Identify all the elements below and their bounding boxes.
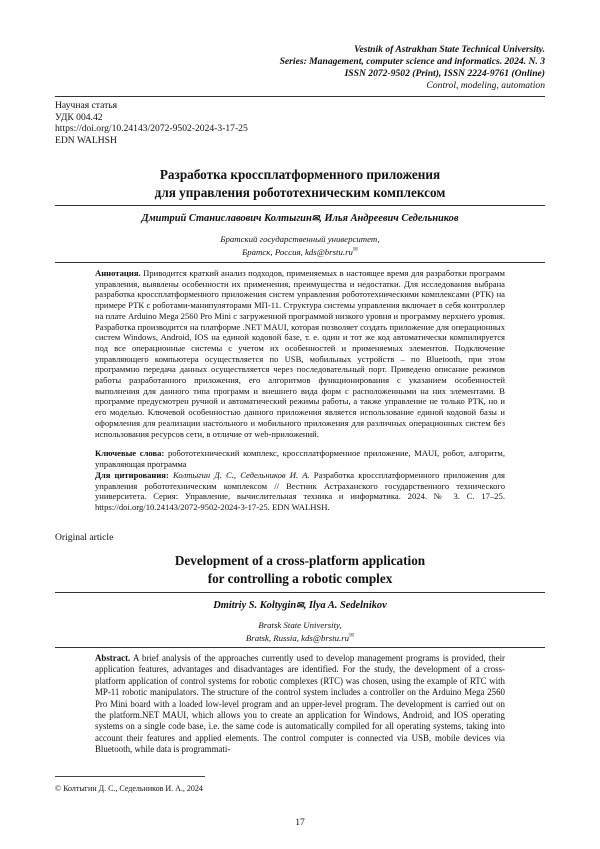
journal-series: Series: Management, computer science and informatics. 2024. N. 3 — [279, 56, 545, 67]
journal-header — [85, 44, 545, 92]
envelope-icon: ✉ — [311, 213, 320, 223]
doi-link[interactable]: https://doi.org/10.24143/2072-9502-2024-3-17-25 — [55, 123, 248, 134]
journal-issn: ISSN 2072-9502 (Print), ISSN 2224-9761 (Online) — [344, 68, 545, 79]
en-authors: Dmitriy S. Koltygin✉, Ilya A. Sedelnikov — [213, 600, 387, 611]
ru-affil-divider — [55, 262, 545, 263]
article-meta — [55, 100, 248, 146]
en-abstract: Abstract. A brief analysis of the approaches currently used to develop management programs is provided, their application features, advantages and disadvantages are identified. For the study, the development of a cross-platform application of control systems for robotic complexes (RTC) was chosen, using the example of RTC with MP-11 robotic manipulators. The structure of the control system includes a controller on the Arduino Mega 2560 Pro Mini board with a loaded low-level program and an upper-level program. The development is carried out on the platform.NET MAUI, which allows you to create an application for Windows, Android, and IOS operating systems on a single code base, i.e. the same code is automatically compiled for all operating systems, taking into account their features and applied elements. The control computer is connected via USB, mobile devices via Bluetooth, while data is programmati- — [95, 653, 506, 755]
ru-keywords: Ключевые слова: робототехнический комплекс, кроссплатформенное приложение, MAUI, робот, алгоритм, управляющая программа — [95, 448, 505, 469]
orcid-icon: ✉ — [352, 247, 358, 253]
journal-title: Vestnik of Astrakhan State Technical University. — [354, 44, 545, 55]
ru-abstract: Аннотация. Приводится краткий анализ подходов, применяемых в настоящее время для разработки программ управления, выявлены особенности их применения, преимущества и недостатки. Для исследования выбрана разработка кроссплатформенного приложения систем управления робототехническими комплексами (РТК) на примере РТК с роботами-манипуляторами МП-11. Структура системы управления включает в себя контроллер на плате Arduino Mega 2560 Pro Mini с загруженной программой низкого уровня и программу верхнего уровня. Разработка производится на платформе .NET MAUI, которая позволяет создать приложение для операционных систем Windows, Android, IOS на единой кодовой базе, т. е. один и тот же код автоматически компилируется под все операционные системы с учетом их особенностей и применяемых элементов. Подключение управляющего компьютера осуществляется по USB, мобильных устройств – по Bluetooth, при этом программно передача данных осуществляется через последовательный порт. Приведено описание режимов работы разработанного приложения, его алгоритмов функционирования с указанием особенностей выполнения для данного типа программ и внешнего вида форм с расположенными на них элементами. В программе предусмотрен ручной и автоматический режимы работы, а также управление не только РТК, но и его моделью. Ключевой особенностью данного приложения является использование единой кодовой базы и оформления для реализации настольного и мобильного приложения для различных операционных систем без использования ресурсов сети, в отличие от web-приложений. — [95, 268, 505, 439]
ru-title: Разработка кроссплатформенного приложения для управления робототехническим комплексом — [154, 167, 446, 200]
orcid-icon: ✉ — [349, 633, 355, 639]
page-number: 17 — [295, 817, 305, 828]
en-title-divider — [55, 592, 545, 593]
ru-title-divider — [55, 205, 545, 206]
ru-authors: Дмитрий Станиславович Колтыгин✉, Илья Андреевич Седельников — [141, 213, 459, 224]
udk: УДК 004.42 — [55, 111, 103, 123]
article-type: Научная статья — [55, 100, 118, 111]
en-affil-divider — [55, 647, 545, 648]
en-title: Development of a cross-platform application for controlling a robotic complex — [174, 553, 426, 586]
copyright-footnote: © Колтыгин Д. С., Седельников И. А., 2024 — [55, 784, 203, 793]
ru-citation: Для цитирования: Колтыгин Д. С., Седельников И. А. Разработка кроссплатформенного приложения для управления робототехническим комплексом // Вестник Астраханского государственного технического университета. Серия: Управление, вычислительная техника и информатика. 2024. № 3. С. 17–25. https://doi.org/10.24143/2072-9502-2024-3-17-25. EDN WALHSH. — [95, 470, 506, 513]
header-divider — [55, 96, 545, 97]
ru-affiliation: Братский государственный университет, Братск, Россия, kds@brstu.ru✉ — [220, 234, 380, 257]
original-article-label: Original article — [55, 532, 114, 543]
journal-section: Control, modeling, automation — [426, 80, 545, 91]
footnote-divider — [55, 776, 205, 777]
edn: EDN WALHSH — [55, 134, 117, 146]
en-affiliation: Bratsk State University, Bratsk, Russia, kds@brstu.ru✉ — [245, 620, 355, 643]
envelope-icon: ✉ — [296, 600, 304, 610]
